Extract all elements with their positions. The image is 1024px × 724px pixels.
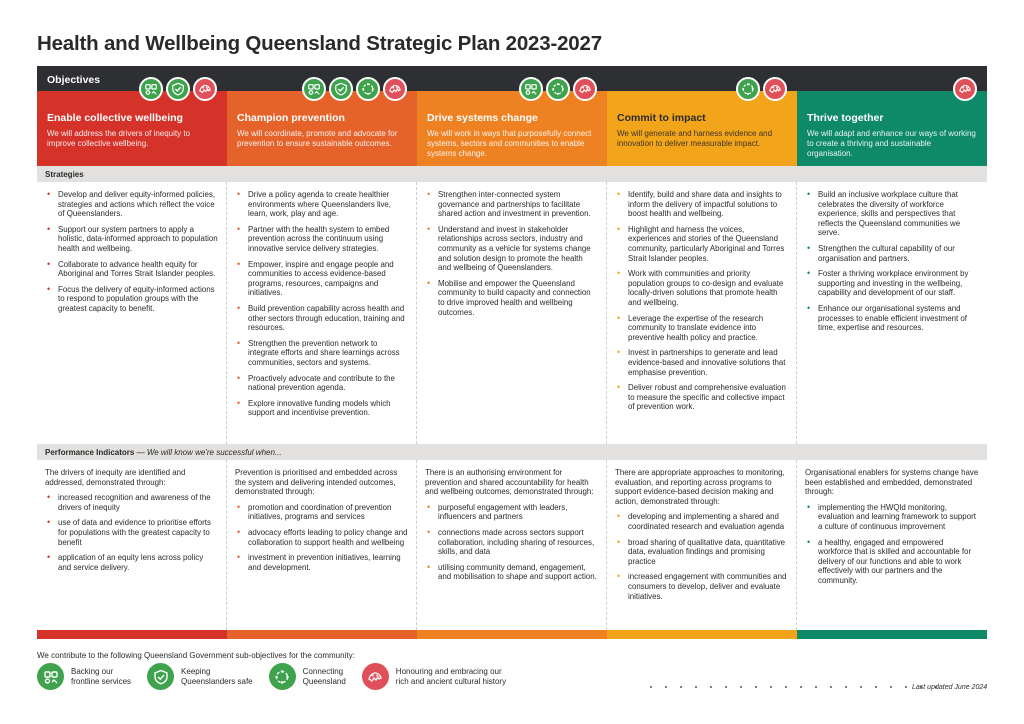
strategies-row [37, 182, 987, 444]
objective-enable-collective-wellbeing [37, 91, 227, 166]
legend-label: Backing our frontline services [71, 666, 132, 686]
list-item: • broad sharing of qualitative data, quantitative data, evaluation findings and promising practice [615, 538, 788, 567]
performance-subtitle: — We will know we're successful when... [134, 448, 282, 457]
cultural-history-icon [763, 77, 787, 101]
footer-bar [607, 630, 797, 639]
list-item: • Drive a policy agenda to create healthier environments where Queenslanders live, learn, work, play and age. [235, 190, 408, 219]
legend-item [269, 663, 346, 690]
list-item: • connections made across sectors support collaboration, including sharing of resources, skills, and data [425, 528, 598, 557]
frontline-services-icon [302, 77, 326, 101]
list-item: • Partner with the health system to embed prevention across the continuum using innovative service delivery strategies. [235, 225, 408, 254]
strategies-column [37, 182, 227, 444]
footer-bar [797, 630, 987, 639]
performance-intro: There is an authorising environment for prevention and shared accountability for health and wellbeing outcomes, demonstrated through: [425, 468, 594, 497]
objective-title: Drive systems change [427, 112, 538, 124]
list-item: • application of an equity lens across policy and service delivery. [45, 553, 218, 572]
list-item: • Build an inclusive workplace culture that celebrates the diversity of workforce experience, skills and perspectives that reflects the Queensland communities we serve. [805, 190, 979, 238]
connecting-queensland-icon [269, 663, 296, 690]
performance-header [37, 444, 987, 460]
objective-desc: We will address the drivers of inequity to improve collective wellbeing. [47, 129, 191, 148]
objective-desc: We will work in ways that purposefully connect systems, sectors and communities to enable systems change. [427, 129, 592, 158]
performance-row [37, 460, 987, 630]
list-item: • Empower, inspire and engage people and communities to access evidence-based programs, resources, campaigns and initiatives. [235, 260, 408, 298]
objectives-row [37, 91, 987, 166]
list-item: • Proactively advocate and contribute to the national prevention agenda. [235, 374, 408, 393]
list-item: • Mobilise and empower the Queensland community to build capacity and connection to drive improved health and wellbeing outcomes. [425, 279, 598, 317]
strategies-label: Strategies [45, 170, 84, 179]
strategic-plan-grid [37, 66, 987, 639]
list-item: • a healthy, engaged and empowered workforce that is skilled and accountable for delivery of our functions and able to work effectively with our partners and the community. [805, 538, 979, 586]
list-item: • Deliver robust and comprehensive evaluation to measure the specific and collective impact of prevention work. [615, 383, 788, 412]
footer-bar [417, 630, 607, 639]
cultural-history-icon [953, 77, 977, 101]
strategies-column [797, 182, 987, 444]
objective-4-badges [736, 77, 787, 101]
keeping-safe-icon [147, 663, 174, 690]
performance-column [607, 460, 797, 630]
objective-thrive-together [797, 91, 987, 166]
connecting-queensland-icon [356, 77, 380, 101]
objective-title: Commit to impact [617, 112, 706, 124]
list-item: • increased recognition and awareness of the drivers of inequity [45, 493, 218, 512]
last-updated: Last updated June 2024 [912, 684, 988, 691]
footer-bar [37, 630, 227, 639]
performance-intro: Organisational enablers for systems change have been established and embedded, demonstrated through: [805, 468, 979, 497]
list-item: • Strengthen inter-connected system governance and partnerships to facilitate shared action and investment in prevention. [425, 190, 598, 219]
keeping-safe-icon [166, 77, 190, 101]
legend-label: Connecting Queensland [302, 666, 346, 686]
list-item: • increased engagement with communities and consumers to develop, deliver and evaluate initiatives. [615, 572, 788, 601]
list-item: • Strengthen the cultural capability of our organisation and partners. [805, 244, 979, 263]
color-footer-bars [37, 630, 987, 639]
cultural-history-icon [573, 77, 597, 101]
list-item: • Identify, build and share data and insights to inform the delivery of impactful solutions to boost health and wellbeing. [615, 190, 788, 219]
objective-title: Enable collective wellbeing [47, 112, 183, 124]
list-item: • Support our system partners to apply a holistic, data-informed approach to population health and wellbeing. [45, 225, 218, 254]
list-item: • advocacy efforts leading to policy change and collaboration to support health and wellbeing [235, 528, 408, 547]
performance-column [227, 460, 417, 630]
performance-column [797, 460, 987, 630]
connecting-queensland-icon [546, 77, 570, 101]
list-item: • Focus the delivery of equity-informed actions to respond to population groups with the greatest capacity to benefit. [45, 285, 218, 314]
legend-item [147, 663, 253, 690]
legend-item [37, 663, 131, 690]
objective-title: Thrive together [807, 112, 884, 124]
list-item: • utilising community demand, engagement, and mobilisation to shape and support action. [425, 563, 598, 582]
list-item: • Strengthen the prevention network to integrate efforts and share learnings across communities, sectors and systems. [235, 339, 408, 368]
cultural-history-icon [383, 77, 407, 101]
objective-2-badges [302, 77, 407, 101]
objective-title: Champion prevention [237, 112, 345, 124]
cultural-history-icon [193, 77, 217, 101]
objective-desc: We will coordinate, promote and advocate for prevention to ensure sustainable outcomes. [237, 129, 398, 148]
objectives-header [37, 66, 987, 91]
objective-5-badges [953, 77, 977, 101]
cultural-history-icon [362, 663, 389, 690]
list-item: • Foster a thriving workplace environment by supporting and investing in the wellbeing, capability and development of our staff. [805, 269, 979, 298]
list-item: • Build prevention capability across health and other sectors through education, training and resources. [235, 304, 408, 333]
list-item: • Collaborate to advance health equity for Aboriginal and Torres Strait Islander peoples. [45, 260, 218, 279]
legend-label: Honouring and embracing our rich and ancient cultural history [395, 666, 507, 686]
list-item: • Highlight and harness the voices, experiences and stories of the Queensland community, particularly Aboriginal and Torres Strait Islander peoples. [615, 225, 788, 263]
performance-column [37, 460, 227, 630]
connecting-queensland-icon [736, 77, 760, 101]
list-item: • Explore innovative funding models which support and incentivise prevention. [235, 399, 408, 418]
list-item: • developing and implementing a shared and coordinated research and evaluation agenda [615, 512, 788, 531]
list-item: • Leverage the expertise of the research community to translate evidence into preventive health policy and practice. [615, 314, 788, 343]
objectives-label: Objectives [47, 74, 101, 86]
legend-item [362, 663, 506, 690]
contribution-text: We contribute to the following Queensland Government sub-objectives for the community: [37, 651, 355, 660]
objective-desc: We will adapt and enhance our ways of working to create a thriving and sustainable organisation. [807, 129, 976, 158]
list-item: • Work with communities and priority population groups to co-design and evaluate locally-driven solutions that promote health and wellbeing. [615, 269, 788, 307]
strategies-column [417, 182, 607, 444]
objective-champion-prevention [227, 91, 417, 166]
footer-bar [227, 630, 417, 639]
performance-intro: There are appropriate approaches to monitoring, evaluation, and reporting across programs to support evidence-based decision making and action, demonstrated through: [615, 468, 785, 506]
list-item: • purposeful engagement with leaders, influencers and partners [425, 503, 598, 522]
list-item: • promotion and coordination of prevention initiatives, programs and services [235, 503, 408, 522]
frontline-services-icon [37, 663, 64, 690]
sub-objectives-legend [37, 663, 506, 690]
list-item: • Enhance our organisational systems and processes to enable efficient investment of time, expertise and resources. [805, 304, 979, 333]
list-item: • Understand and invest in stakeholder relationships across sectors, industry and community as a vehicle for systems change and solution design to promote the health and wellbeing of Queenslanders. [425, 225, 598, 273]
list-item: • investment in prevention initiatives, learning and development. [235, 553, 408, 572]
performance-column [417, 460, 607, 630]
objective-desc: We will generate and harness evidence and innovation to deliver measurable impact. [617, 129, 773, 148]
objective-commit-to-impact [607, 91, 797, 166]
list-item: • Invest in partnerships to generate and lead evidence-based and innovative solutions that emphasise prevention. [615, 348, 788, 377]
list-item: • Develop and deliver equity-informed policies, strategies and actions which reflect the voice of Queenslanders. [45, 190, 218, 219]
keeping-safe-icon [329, 77, 353, 101]
performance-label: Performance Indicators [45, 448, 135, 457]
strategies-column [227, 182, 417, 444]
page-title: Health and Wellbeing Queensland Strategic Plan 2023-2027 [37, 32, 602, 55]
legend-label: Keeping Queenslanders safe [181, 666, 253, 686]
strategies-header [37, 166, 987, 182]
performance-intro: Prevention is prioritised and embedded across the system and delivering intended outcomes, demonstrated through: [235, 468, 398, 497]
list-item: • use of data and evidence to prioritise efforts for populations with the greatest capacity to benefit [45, 518, 218, 547]
frontline-services-icon [519, 77, 543, 101]
performance-intro: The drivers of inequity are identified and addressed, demonstrated through: [45, 468, 186, 487]
decorative-dots [650, 686, 937, 688]
frontline-services-icon [139, 77, 163, 101]
objective-1-badges [139, 77, 217, 101]
objective-3-badges [519, 77, 597, 101]
objective-drive-systems-change [417, 91, 607, 166]
strategies-column [607, 182, 797, 444]
list-item: • implementing the HWQld monitoring, evaluation and learning framework to support a culture of continuous improvement [805, 503, 979, 532]
